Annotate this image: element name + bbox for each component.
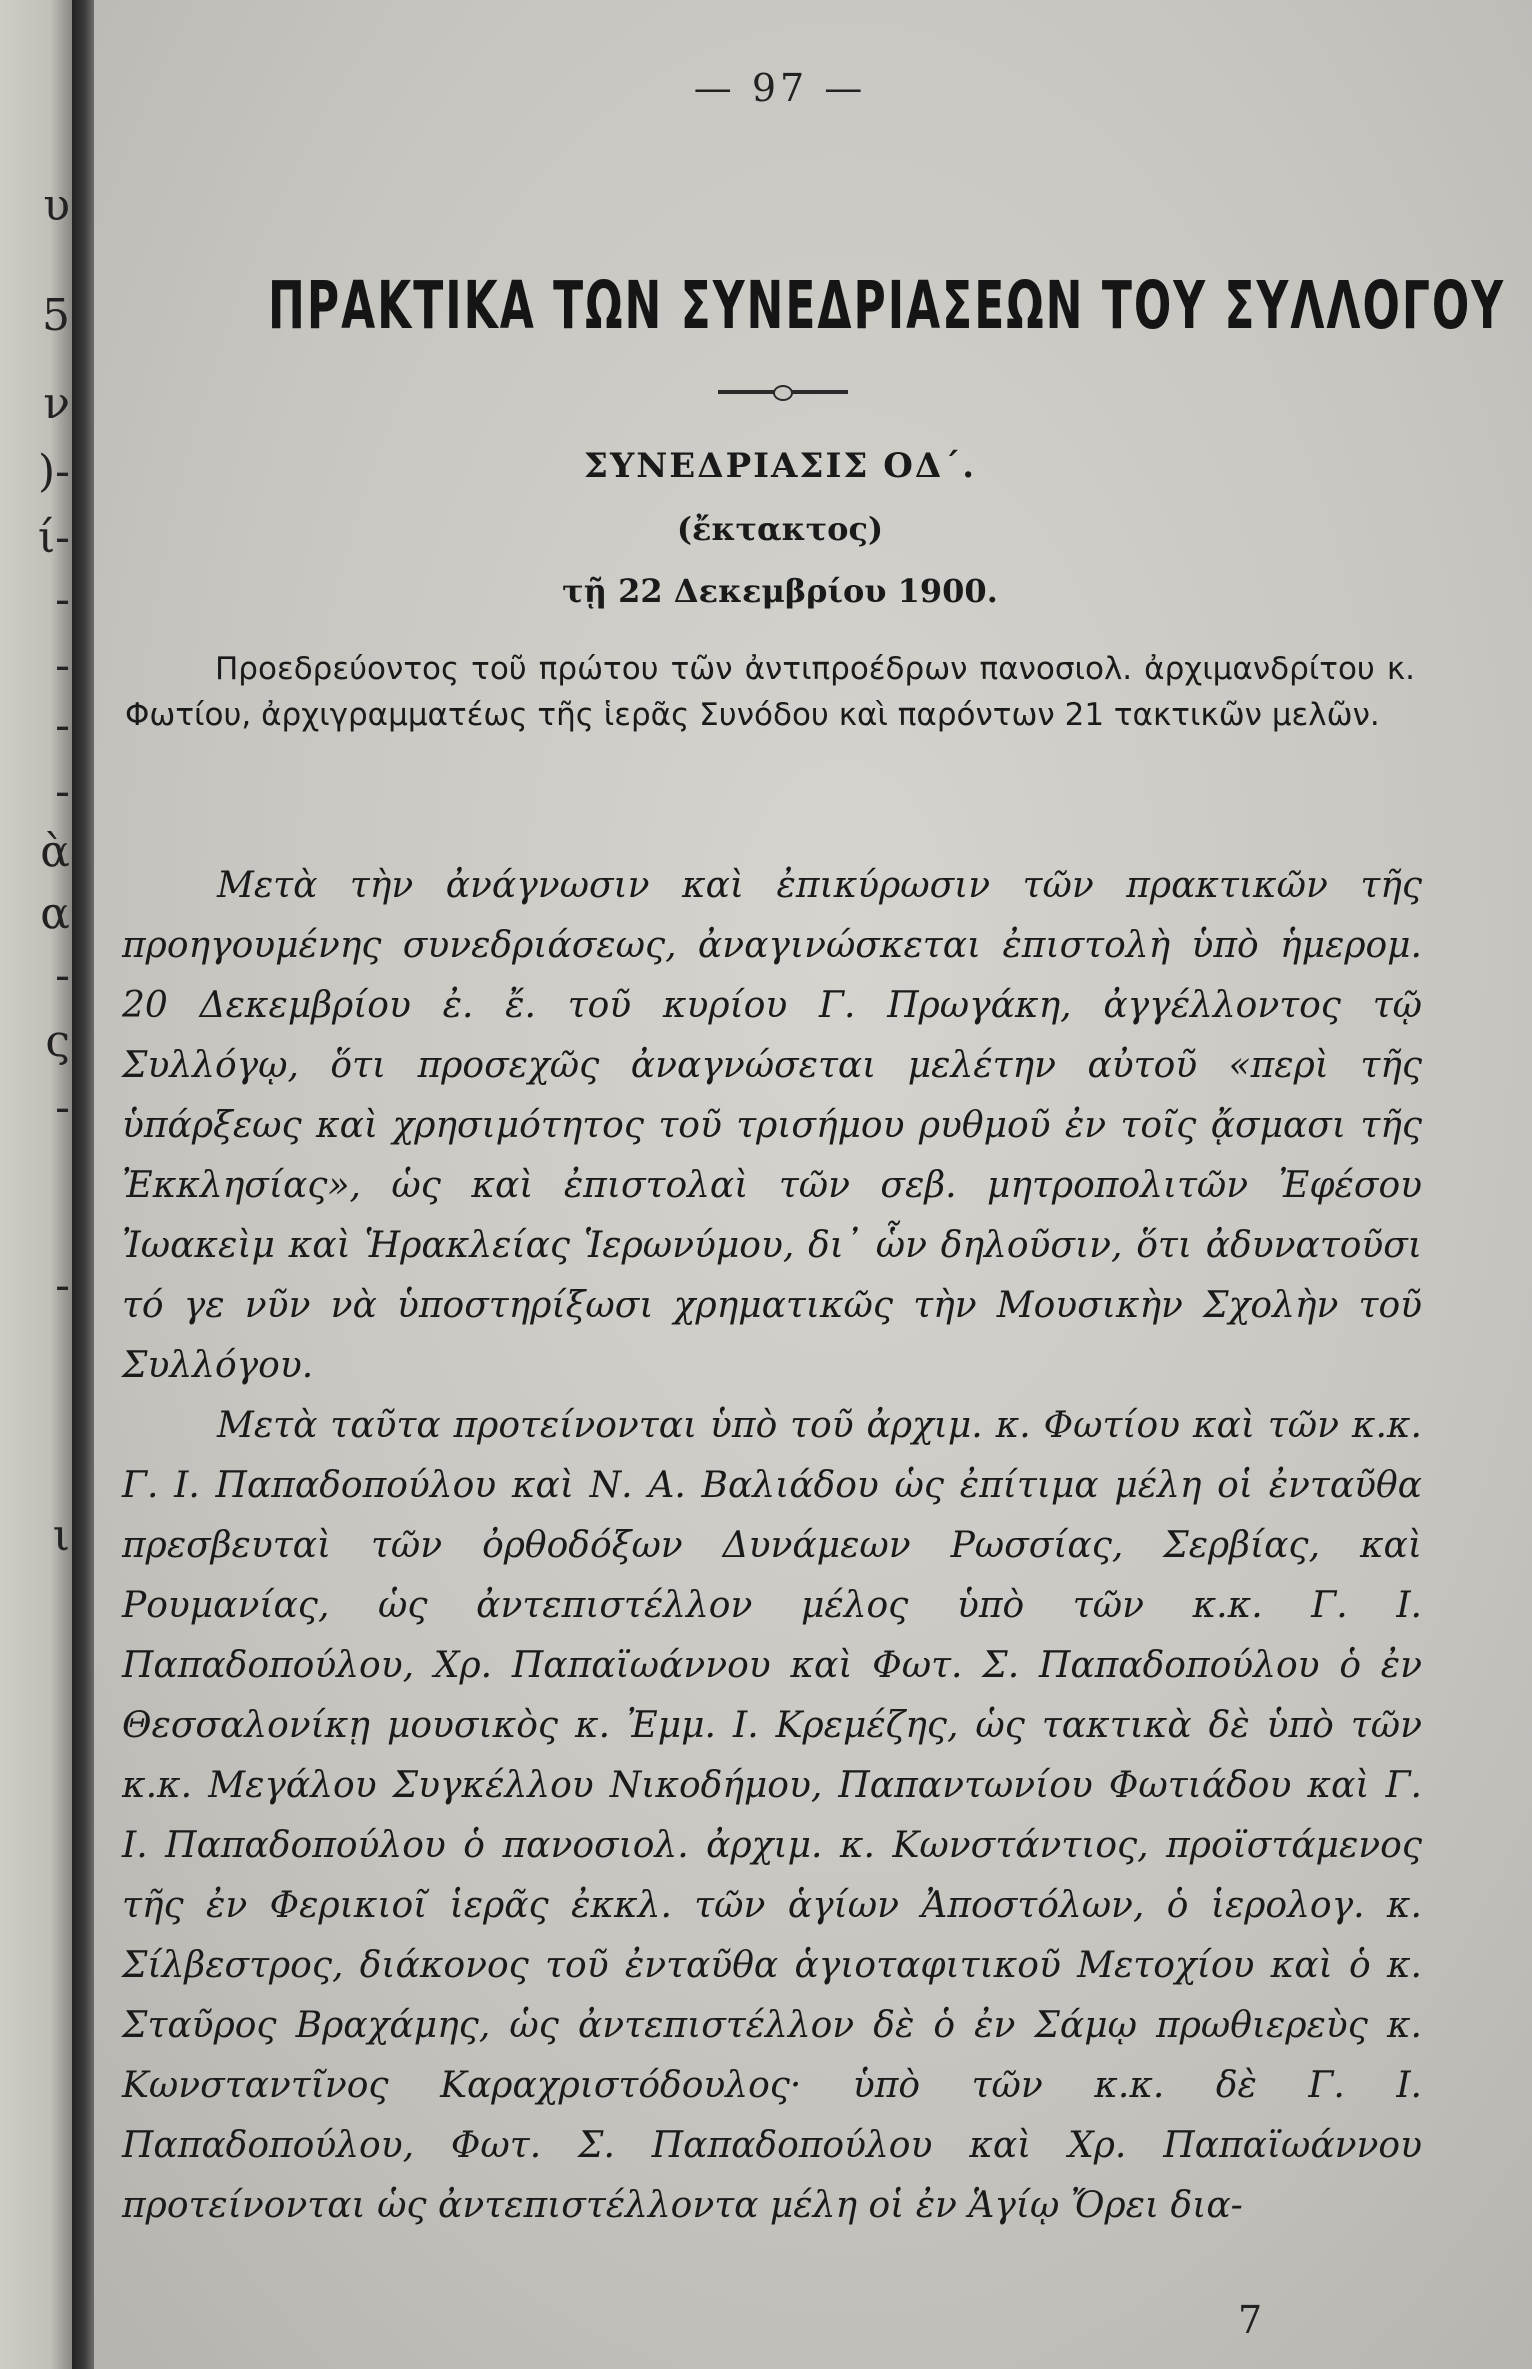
prev-page-fragment: υ	[43, 180, 70, 231]
prev-page-fragment: ι	[52, 1510, 70, 1561]
session-type: (ἔκτακτος)	[676, 510, 884, 548]
prev-page-fragment: -	[55, 574, 70, 625]
body-paragraph: Μετὰ τὴν ἀνάγνωσιν καὶ ἐπικύρωσιν τῶν πρακτικῶν τῆς προηγουμένης συνεδριάσεως, ἀναγινώσκεται ἐπιστολὴ ὑπὸ ἡμερομ. 20 Δεκεμβρίου ἐ. ἔ. τοῦ κυρίου Γ. Πρωγάκη, ἀγγέλλοντος τῷ Συλλόγῳ, ὅτι προσεχῶς ἀναγνώσεται μελέτην αὐτοῦ «περὶ τῆς ὑπάρξεως καὶ χρησιμότητος τοῦ τρισήμου ρυθμοῦ ἐν τοῖς ᾄσμασι τῆς Ἐκκλησίας», ὡς καὶ ἐπιστολαὶ τῶν σεβ. μητροπολιτῶν Ἐφέσου Ἰωακεὶμ καὶ Ἡρακλείας Ἱερωνύμου, δι᾽ ὧν δηλοῦσιν, ὅτι ἀδυνατοῦσι τό γε νῦν νὰ ὑποστηρίξωσι χρηματικῶς τὴν Μουσικὴν Σχολὴν τοῦ Συλλόγου.	[122, 865, 1422, 1386]
signature-mark: 7	[1238, 2298, 1263, 2342]
prev-page-fragment: -	[55, 1260, 70, 1311]
prev-page-fragment: 5	[42, 290, 70, 341]
session-date: τῇ 22 Δεκεμβρίου 1900.	[562, 572, 998, 610]
prev-page-fragment: ὰ	[40, 826, 70, 877]
prev-page-fragment: -	[55, 766, 70, 817]
prev-page-fragment: ν	[43, 378, 70, 429]
title-ornament-divider	[718, 390, 848, 394]
body-paragraph: Μετὰ ταῦτα προτείνονται ὑπὸ τοῦ ἀρχιμ. κ. Φωτίου καὶ τῶν κ.κ. Γ. Ι. Παπαδοπούλου καὶ Ν. Α. Βαλιάδου ὡς ἐπίτιμα μέλη οἱ ἐνταῦθα πρεσβευταὶ τῶν ὀρθοδόξων Δυνάμεων Ρωσσίας, Σερβίας, καὶ Ρουμανίας, ὡς ἀντεπιστέλλον μέλος ὑπὸ τῶν κ.κ. Γ. Ι. Παπαδοπούλου, Χρ. Παπαϊωάννου καὶ Φωτ. Σ. Παπαδοπούλου ὁ ἐν Θεσσαλονίκῃ μουσικὸς κ. Ἐμμ. Ι. Κρεμέζης, ὡς τακτικὰ δὲ ὑπὸ τῶν κ.κ. Μεγάλου Συγκέλλου Νικοδήμου, Παπαντωνίου Φωτιάδου καὶ Γ. Ι. Παπαδοπούλου ὁ πανοσιολ. ἀρχιμ. κ. Κωνστάντιος, προϊστάμενος τῆς ἐν Φερικιοῖ ἱερᾶς ἐκκλ. τῶν ἁγίων Ἀποστόλων, ὁ ἱερολογ. κ. Σίλβεστρος, διάκονος τοῦ ἐνταῦθα ἁγιοταφιτικοῦ Μετοχίου καὶ ὁ κ. Σταῦρος Βραχάμης, ὡς ἀντεπιστέλλον δὲ ὁ ἐν Σάμῳ πρωθιερεὺς κ. Κωνσταντῖνος Καραχριστόδουλος· ὑπὸ τῶν κ.κ. δὲ Γ. Ι. Παπαδοπούλου, Φωτ. Σ. Παπαδοπούλου καὶ Χρ. Παπαϊωάννου προτείνονται ὡς ἀντεπιστέλλοντα μέλη οἱ ἐν Ἁγίῳ Ὄρει δια-	[122, 1405, 1422, 2226]
prev-page-fragment: ς	[45, 1016, 70, 1067]
intro-paragraph: Προεδρεύοντος τοῦ πρώτου τῶν ἀντιπροέδρων πανοσιολ. ἀρχιμανδρίτου κ. Φωτίου, ἀρχιγραμματέως τῆς ἱερᾶς Συνόδου καὶ παρόντων 21 τακτικῶν μελῶν.	[125, 651, 1415, 733]
prev-page-fragment: -	[55, 700, 70, 751]
prev-page-fragment: α	[40, 888, 70, 939]
session-heading: ΣΥΝΕΔΡΙΑΣΙΣ ΟΔ΄.	[583, 446, 977, 486]
prev-page-fragment: -	[55, 640, 70, 691]
prev-page-fragment: -	[55, 1082, 70, 1133]
page-number: — 97 —	[693, 66, 867, 110]
body-text	[122, 856, 1422, 2236]
prev-page-fragment: ί-	[37, 512, 70, 563]
book-gutter	[72, 0, 94, 2369]
prev-page-fragment: )-	[37, 446, 70, 497]
previous-page-edge	[0, 0, 72, 2369]
prev-page-fragment: -	[55, 950, 70, 1001]
page-title: ΠΡΑΚΤΙΚΑ ΤΩΝ ΣΥΝΕΔΡΙΑΣΕΩΝ ΤΟΥ ΣΥΛΛΟΓΟΥ	[268, 268, 1506, 345]
